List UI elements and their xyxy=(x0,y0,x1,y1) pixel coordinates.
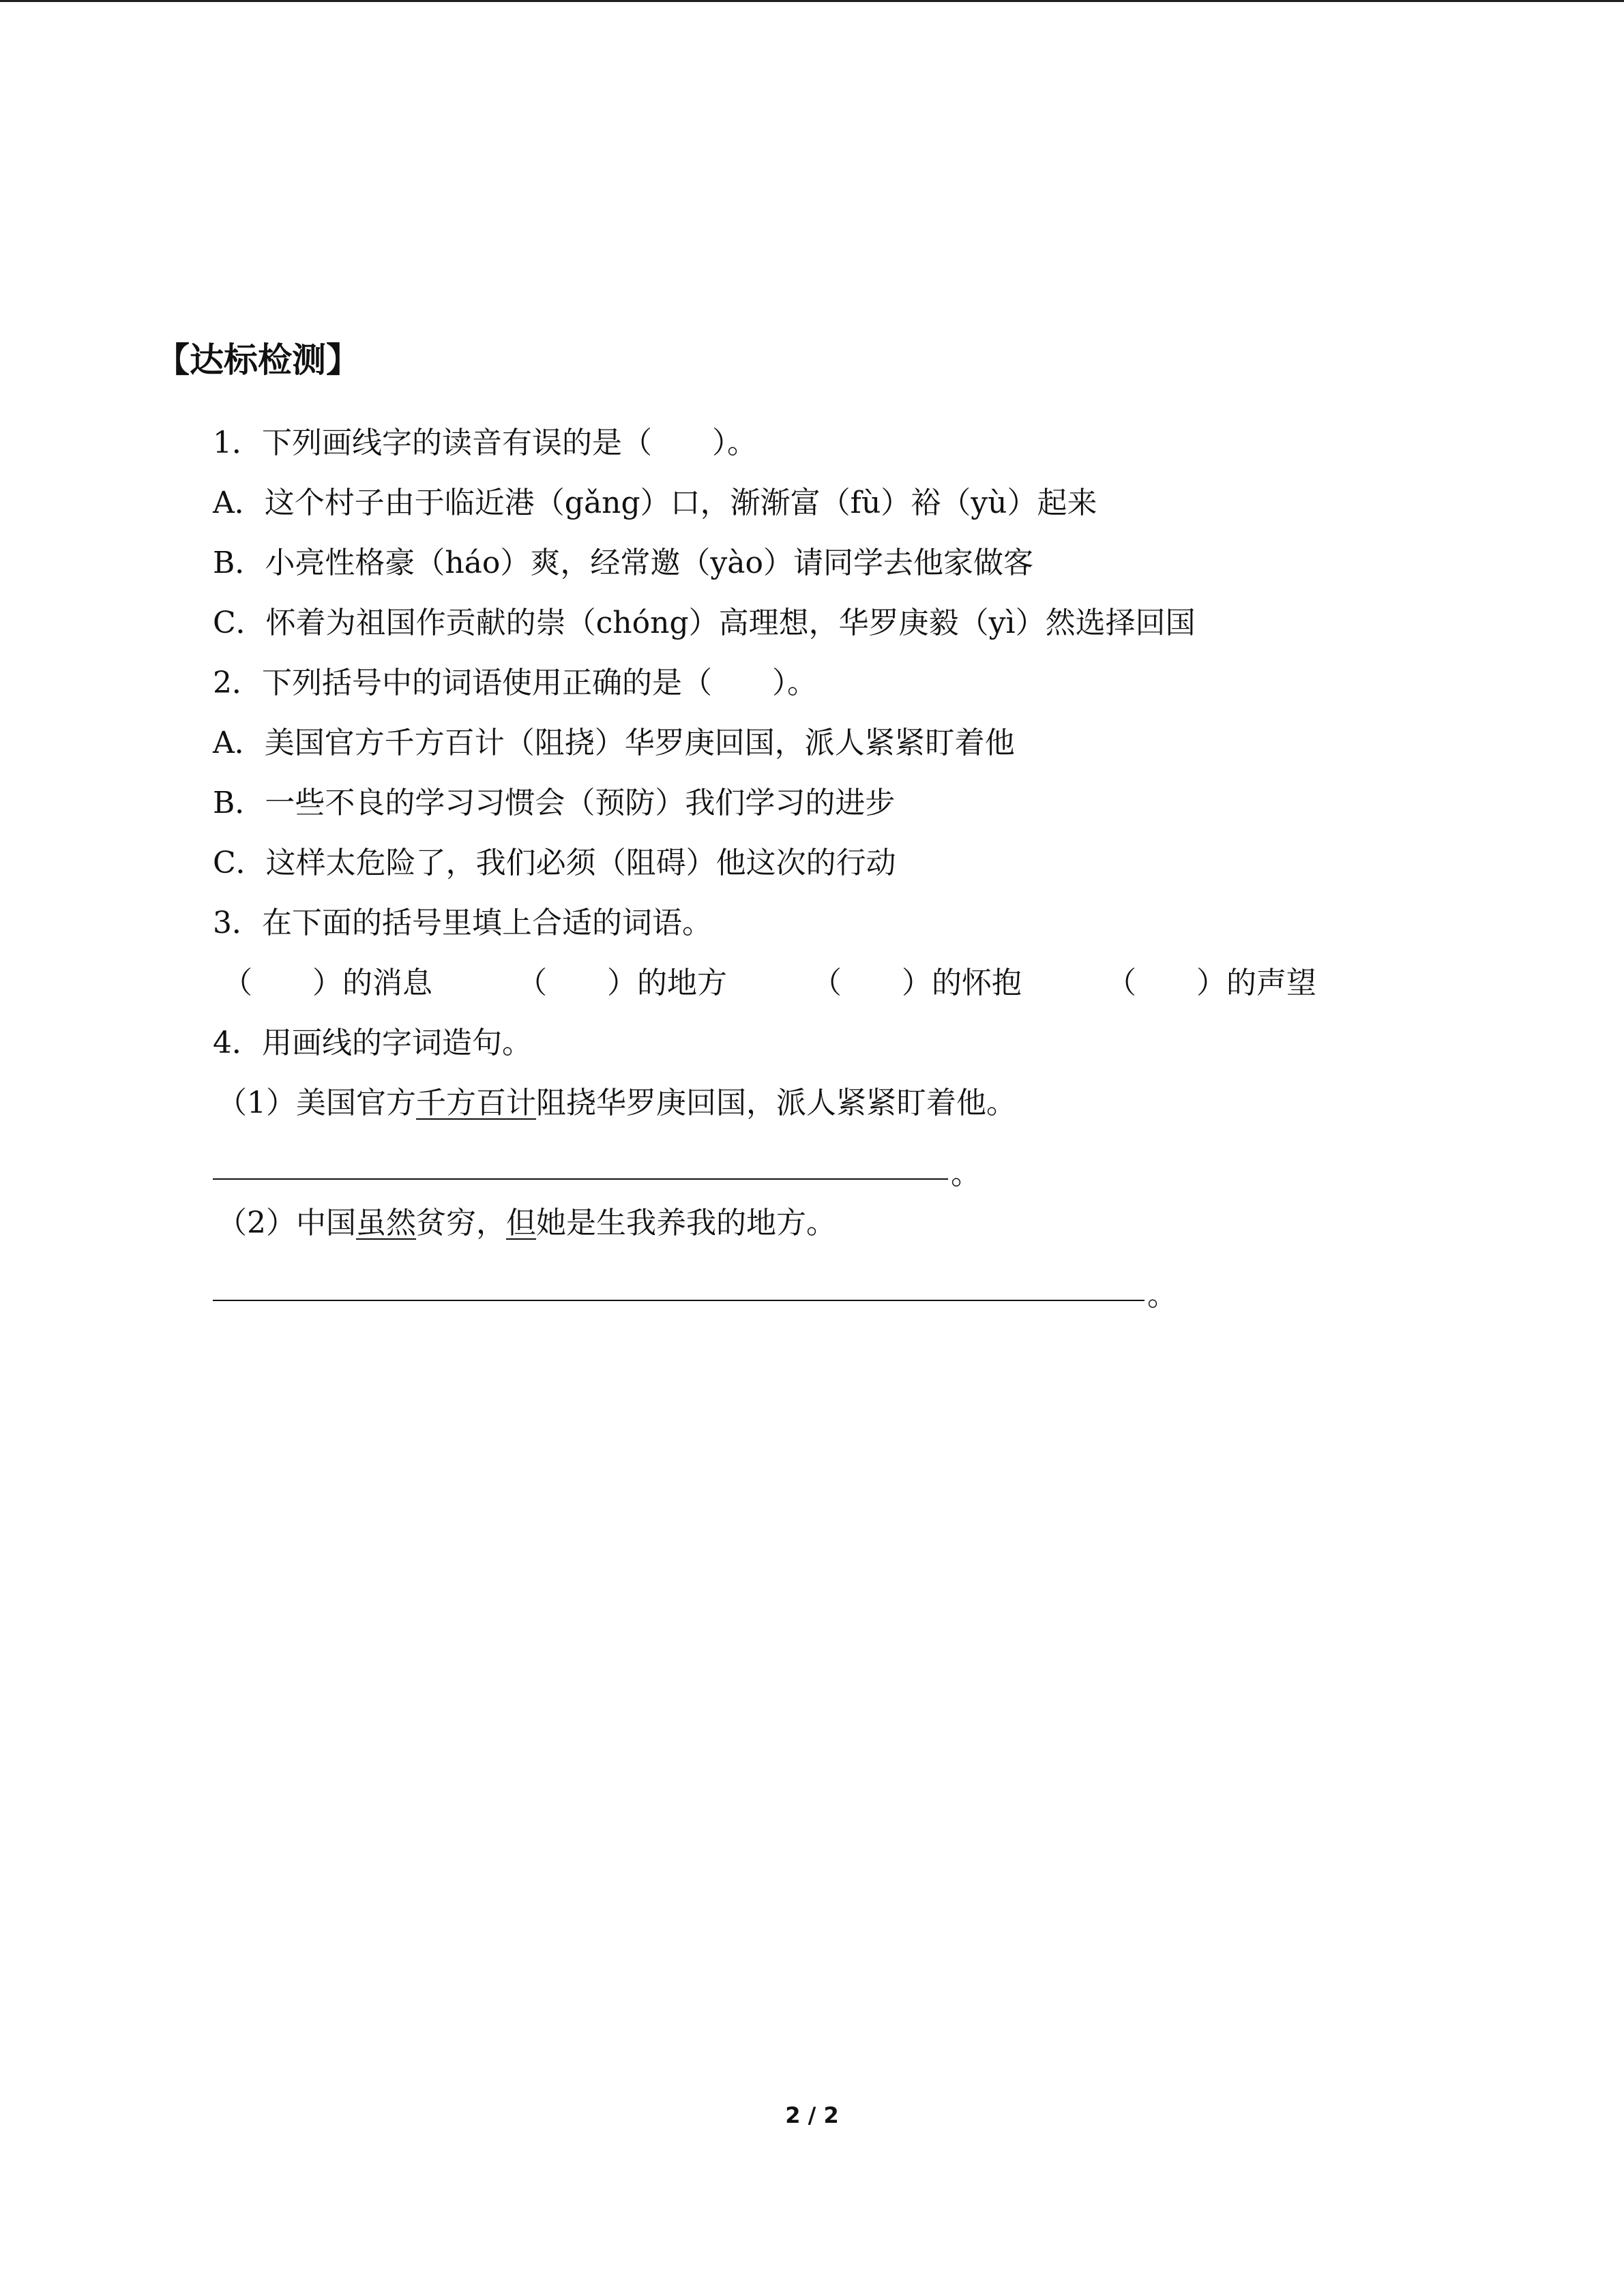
q4-item-1-after: 阻挠华罗庚回国，派人紧紧盯着他。 xyxy=(536,1086,1016,1120)
q3-stem: 3．在下面的括号里填上合适的词语。 xyxy=(213,906,712,940)
q4-stem: 4．用画线的字词造句。 xyxy=(213,1026,532,1060)
q2-option-b: B．一些不良的学习习惯会（预防）我们学习的进步 xyxy=(213,786,896,820)
q4-item-2-underlined-1: 虽然 xyxy=(356,1206,416,1240)
q3-blank-row xyxy=(222,961,1316,1005)
q3-blank-1: （ ）的消息 xyxy=(222,966,432,1000)
q4-item-2 xyxy=(217,1202,836,1245)
q2-option-a: A．美国官方千方百计（阻挠）华罗庚回国，派人紧紧盯着他 xyxy=(213,726,1015,760)
q3-blank-2: （ ）的地方 xyxy=(517,966,727,1000)
q4-item-2-before: （2）中国 xyxy=(217,1206,356,1240)
q4-item-1-before: （1）美国官方 xyxy=(217,1086,416,1120)
q4-item-2-underlined-2: 但 xyxy=(506,1206,536,1240)
page-top-border xyxy=(0,0,1624,5)
q4-item-1-underlined: 千方百计 xyxy=(416,1086,536,1120)
q1-stem: 1．下列画线字的读音有误的是（ ）。 xyxy=(213,426,757,460)
q4-item-1 xyxy=(217,1082,1016,1125)
page-number: 2 / 2 xyxy=(785,2102,839,2128)
q2-option-c: C．这样太危险了，我们必须（阻碍）他这次的行动 xyxy=(213,846,896,880)
q3-blank-3: （ ）的怀抱 xyxy=(812,966,1022,1000)
q1-option-b: B．小亮性格豪（háo）爽，经常邀（yào）请同学去他家做客 xyxy=(213,546,1033,580)
q2-stem: 2．下列括号中的词语使用正确的是（ ）。 xyxy=(213,666,817,700)
q4-answer-1-end: 。 xyxy=(951,1157,981,1191)
q1-option-a: A．这个村子由于临近港（gǎng）口，渐渐富（fù）裕（yù）起来 xyxy=(213,486,1097,520)
q3-blank-4: （ ）的声望 xyxy=(1106,966,1316,1000)
q4-item-2-after: 她是生我养我的地方。 xyxy=(536,1206,836,1240)
q4-answer-line-2[interactable] xyxy=(213,1300,1145,1301)
section-title: 【达标检测】 xyxy=(156,340,360,380)
q4-answer-2-end: 。 xyxy=(1147,1278,1177,1313)
q1-option-c: C．怀着为祖国作贡献的崇（chóng）高理想，华罗庚毅（yì）然选择回国 xyxy=(213,606,1196,640)
q4-answer-line-1[interactable] xyxy=(213,1178,948,1180)
q4-item-2-middle: 贫穷， xyxy=(416,1206,506,1240)
